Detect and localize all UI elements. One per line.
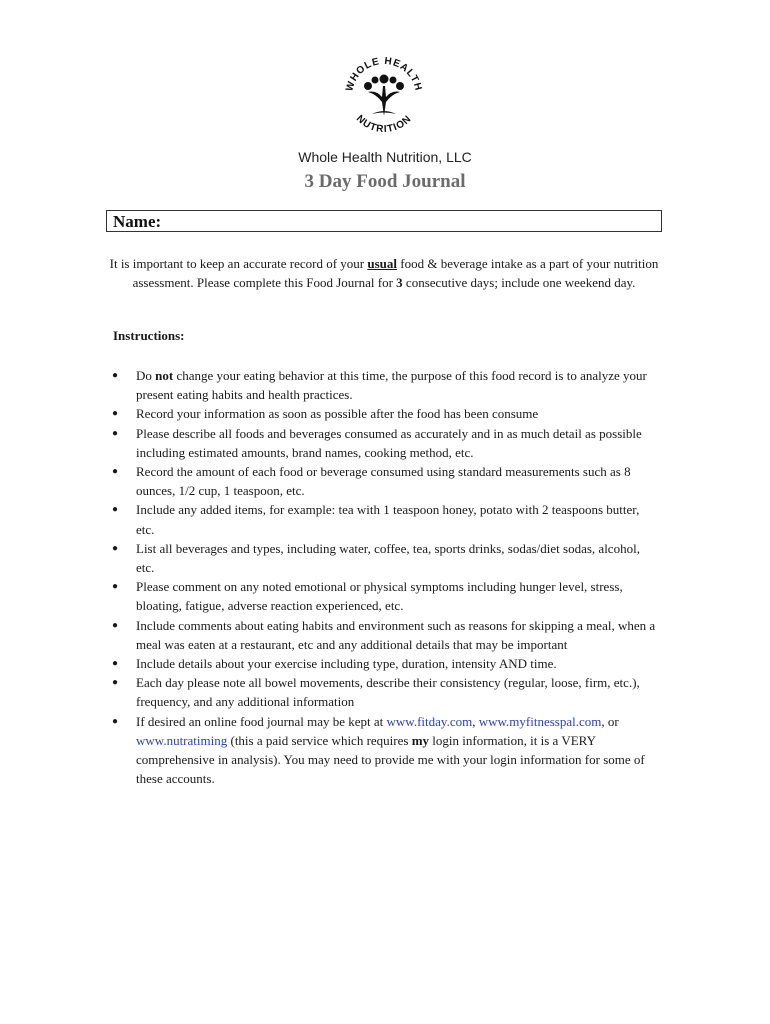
item-text: Do: [136, 368, 156, 383]
svg-text:NUTRITION: [354, 113, 414, 135]
company-name: Whole Health Nutrition, LLC: [298, 149, 472, 165]
list-item: [108, 366, 660, 404]
bullet-icon: ●: [112, 619, 119, 631]
logo-text-bottom: NUTRITION: [353, 113, 415, 136]
page-title: 3 Day Food Journal: [304, 171, 466, 192]
list-item: [108, 462, 660, 500]
bullet-icon: ●: [112, 370, 119, 381]
item-text: Include comments about eating habits and environment such as reasons for skipping a meal, when a meal was eaten at a restaurant, etc and any additional details that may be important: [136, 617, 656, 652]
item-text: Include details about your exercise including type, duration, intensity AND time.: [136, 656, 557, 672]
tree-logo-icon: [338, 50, 430, 142]
item-emphasis: not: [155, 368, 174, 383]
fitday-link[interactable]: www.fitday.com: [386, 713, 473, 729]
list-item: [108, 616, 660, 654]
item-text: If desired an online food journal may be kept at: [136, 713, 387, 729]
intro-text-3: consecutive days; include one weekend day.: [402, 275, 636, 290]
list-item: [108, 712, 660, 789]
bullet-icon: ●: [112, 677, 119, 689]
bullet-icon: ●: [112, 427, 119, 439]
item-text: ,: [472, 713, 479, 729]
item-text: List all beverages and types, including water, coffee, tea, sports drinks, sodas/diet sodas, alcohol, etc.: [136, 540, 640, 576]
list-item: [108, 654, 660, 673]
logo-text-top: WHOLE HEALTH: [344, 55, 424, 93]
item-text: Each day please note all bowel movements, describe their consistency (regular, loose, firm, etc.), frequency, and any additional information: [136, 675, 640, 710]
name-label: Name:: [113, 212, 162, 231]
item-text: Record your information as soon as possible after the food has been consume: [136, 406, 539, 422]
name-field[interactable]: [106, 210, 662, 232]
list-item: [108, 424, 660, 462]
item-text: login information, it is a VERY comprehensive in analysis). You may need to provide me with your login information for some of these accounts.: [136, 732, 645, 787]
item-text: change your eating behavior at this time, the purpose of this food record is to analyze your present eating habits and health practices.: [136, 368, 647, 403]
bullet-icon: ●: [112, 504, 119, 516]
intro-emphasis: usual: [367, 256, 397, 271]
item-text: Record the amount of each food or beverage consumed using standard measurements such as 8 ounces, 1/2 cup, 1 teaspoon, etc.: [136, 464, 631, 499]
intro-days-number: 3: [396, 275, 403, 290]
bullet-icon: ●: [112, 581, 119, 593]
intro-text-2: food & beverage intake as a part of your nutrition assessment. Please complete this Food Journal for: [132, 256, 659, 290]
list-item: [108, 404, 660, 423]
instructions-heading: Instructions:: [113, 328, 185, 343]
bullet-icon: ●: [112, 466, 119, 478]
bullet-icon: ●: [112, 408, 119, 420]
item-text: Please describe all foods and beverages consumed as accurately and in as much detail as possible including estimated amounts, brand names, cooking method, etc.: [136, 425, 642, 460]
list-item: [108, 500, 660, 538]
list-item: [108, 539, 660, 577]
list-item: [108, 577, 660, 615]
bullet-icon: ●: [112, 715, 119, 727]
item-emphasis: my: [411, 732, 430, 748]
item-text: Include any added items, for example: tea with 1 teaspoon honey, potato with 2 teaspoons butter, etc.: [136, 502, 640, 537]
bullet-icon: ●: [112, 658, 119, 670]
list-item: [108, 673, 660, 711]
myfitnesspal-link[interactable]: www.myfitnesspal.com: [478, 713, 602, 729]
intro-text-1: It is important to keep an accurate record of your: [109, 256, 368, 271]
item-text: (this a paid service which requires: [227, 732, 412, 748]
item-text: , or: [601, 713, 619, 729]
item-text: Please comment on any noted emotional or physical symptoms including hunger level, stress, bloating, fatigue, adverse reaction experienced, etc.: [136, 579, 623, 614]
intro-paragraph: [106, 254, 662, 292]
nutratiming-link[interactable]: www.nutratiming: [136, 732, 228, 748]
instructions-list: [108, 366, 660, 788]
bullet-icon: ●: [112, 542, 119, 554]
